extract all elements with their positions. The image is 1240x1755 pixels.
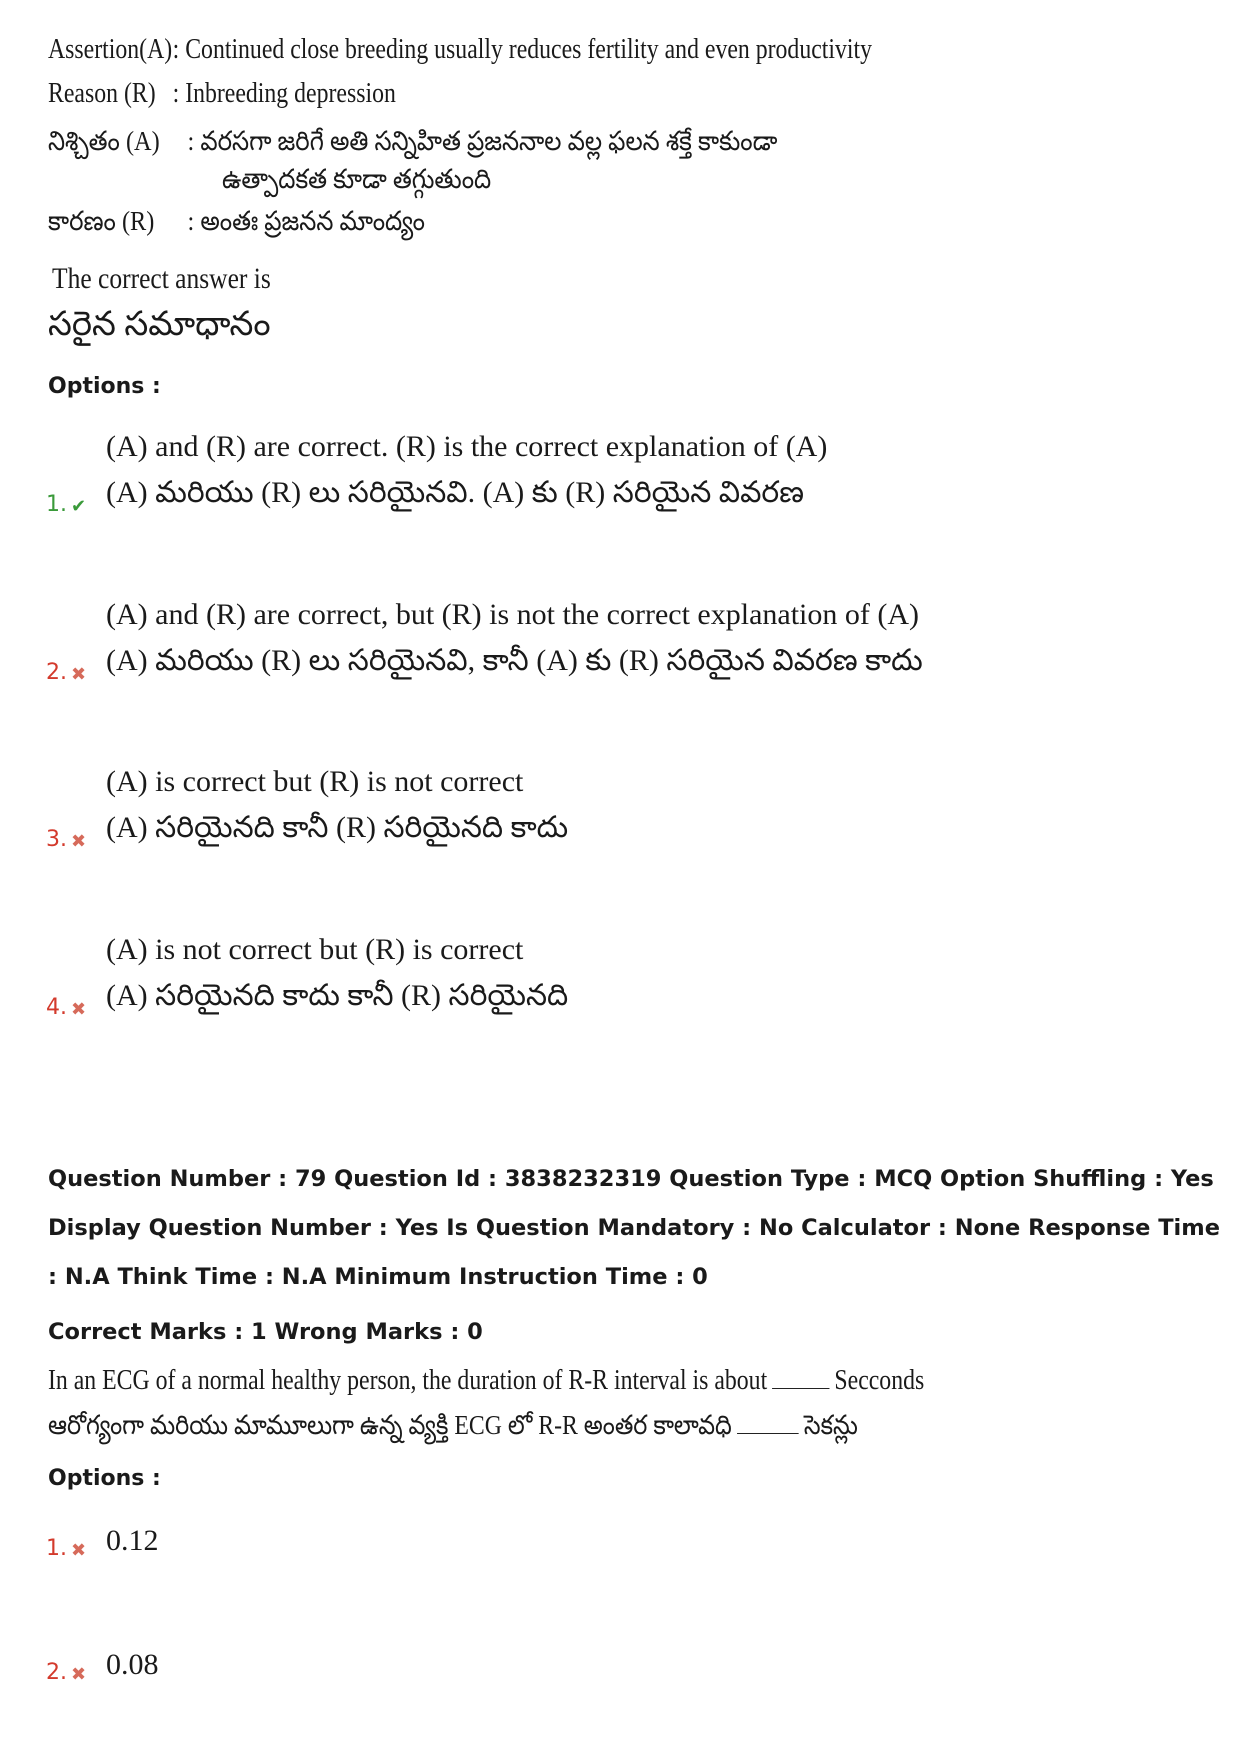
option-marker [46, 1660, 91, 1685]
option-text-te: (A) సరియైనది కాదు కానీ (R) సరియైనది [106, 979, 569, 1012]
option-number: 2. [46, 660, 67, 685]
answer-blank [772, 1388, 829, 1389]
te-assertion-text-1: : వరసగా జరిగే అతి సన్నిహిత ప్రజననాల వల్ల ఫలన శక్తే కాకుండా [187, 126, 778, 156]
option-number: 4. [46, 995, 67, 1020]
check-icon: ✔ [71, 496, 87, 517]
cross-icon: ✖ [71, 1664, 87, 1685]
correct-answer-te [48, 306, 271, 352]
option-number: 1. [46, 1536, 67, 1561]
cross-icon: ✖ [71, 999, 87, 1020]
assertion-line [48, 32, 1053, 66]
question-meta-1: Question Number : 79 Question Id : 3838232319 Question Type : MCQ Option Shuffling : Yes [48, 1166, 1214, 1192]
te-reason-text: : అంతః ప్రజనన మాంద్యం [187, 206, 425, 236]
option-text-en: (A) is not correct but (R) is correct [106, 933, 524, 966]
question-text-te [48, 1410, 968, 1448]
question-text-te-before: ఆరోగ్యంగా మరియు మామూలుగా ఉన్న వ్యక్తి ECG లో R-R అంతర కాలావధి [48, 1410, 732, 1440]
option-number: 1. [46, 492, 67, 517]
option-text: 0.12 [106, 1524, 159, 1557]
option-text-te: (A) మరియు (R) లు సరియైనవి, కానీ (A) కు (R) సరియైన వివరణ కాదు [106, 644, 923, 677]
reason-line [48, 76, 472, 110]
te-assertion-label: నిశ్చితం (A) [48, 126, 160, 156]
cross-icon: ✖ [71, 831, 87, 852]
option-marker [46, 660, 91, 685]
option-number: 2. [46, 1660, 67, 1685]
assertion-text: : Continued close breeding usually reduces fertility and even productivity [172, 33, 872, 65]
option-marker [46, 1536, 91, 1561]
question-text-te-after: సెకన్లు [803, 1410, 858, 1440]
option-marker [46, 492, 91, 517]
question-meta-2: Display Question Number : Yes Is Question Mandatory : No Calculator : None Response Time [48, 1215, 1220, 1241]
options-heading-1: Options : [48, 374, 161, 399]
te-assertion-text-2: ఉత్పాదకత కూడా తగ్గుతుంది [222, 164, 492, 194]
te-assertion-line-2 [222, 162, 521, 196]
correct-answer-en-text: The correct answer is [52, 262, 271, 295]
option-text-te: (A) మరియు (R) లు సరియైనవి. (A) కు (R) సరియైన వివరణ [106, 476, 804, 509]
marks-line: Correct Marks : 1 Wrong Marks : 0 [48, 1319, 483, 1345]
te-reason-label: కారణం (R) [48, 206, 155, 236]
option-text-en: (A) and (R) are correct. (R) is the correct explanation of (A) [106, 430, 828, 463]
reason-label: Reason (R) [48, 77, 156, 109]
option-text-en: (A) is correct but (R) is not correct [106, 765, 524, 798]
correct-answer-te-text: సరైన సమాధానం [48, 306, 271, 343]
answer-blank [737, 1433, 799, 1434]
question-text-en [48, 1364, 1117, 1397]
cross-icon: ✖ [71, 1540, 87, 1561]
option-marker [46, 827, 91, 852]
option-number: 3. [46, 827, 67, 852]
option-text: 0.08 [106, 1648, 159, 1681]
question-text-en-before: In an ECG of a normal healthy person, the duration of R-R interval is about [48, 1364, 768, 1396]
question-meta-3: : N.A Think Time : N.A Minimum Instruction Time : 0 [48, 1264, 708, 1290]
question-text-en-after: Secconds [834, 1364, 925, 1396]
option-text-en: (A) and (R) are correct, but (R) is not the correct explanation of (A) [106, 598, 920, 631]
reason-text: : Inbreeding depression [172, 77, 396, 109]
assertion-label: Assertion(A) [48, 33, 173, 65]
cross-icon: ✖ [71, 664, 87, 685]
te-assertion-line [48, 124, 858, 158]
option-marker [46, 995, 91, 1020]
options-heading-2: Options : [48, 1466, 161, 1491]
te-reason-line [48, 204, 467, 238]
correct-answer-en [52, 262, 309, 296]
option-text-te: (A) సరియైనది కానీ (R) సరియైనది కాదు [106, 811, 569, 844]
